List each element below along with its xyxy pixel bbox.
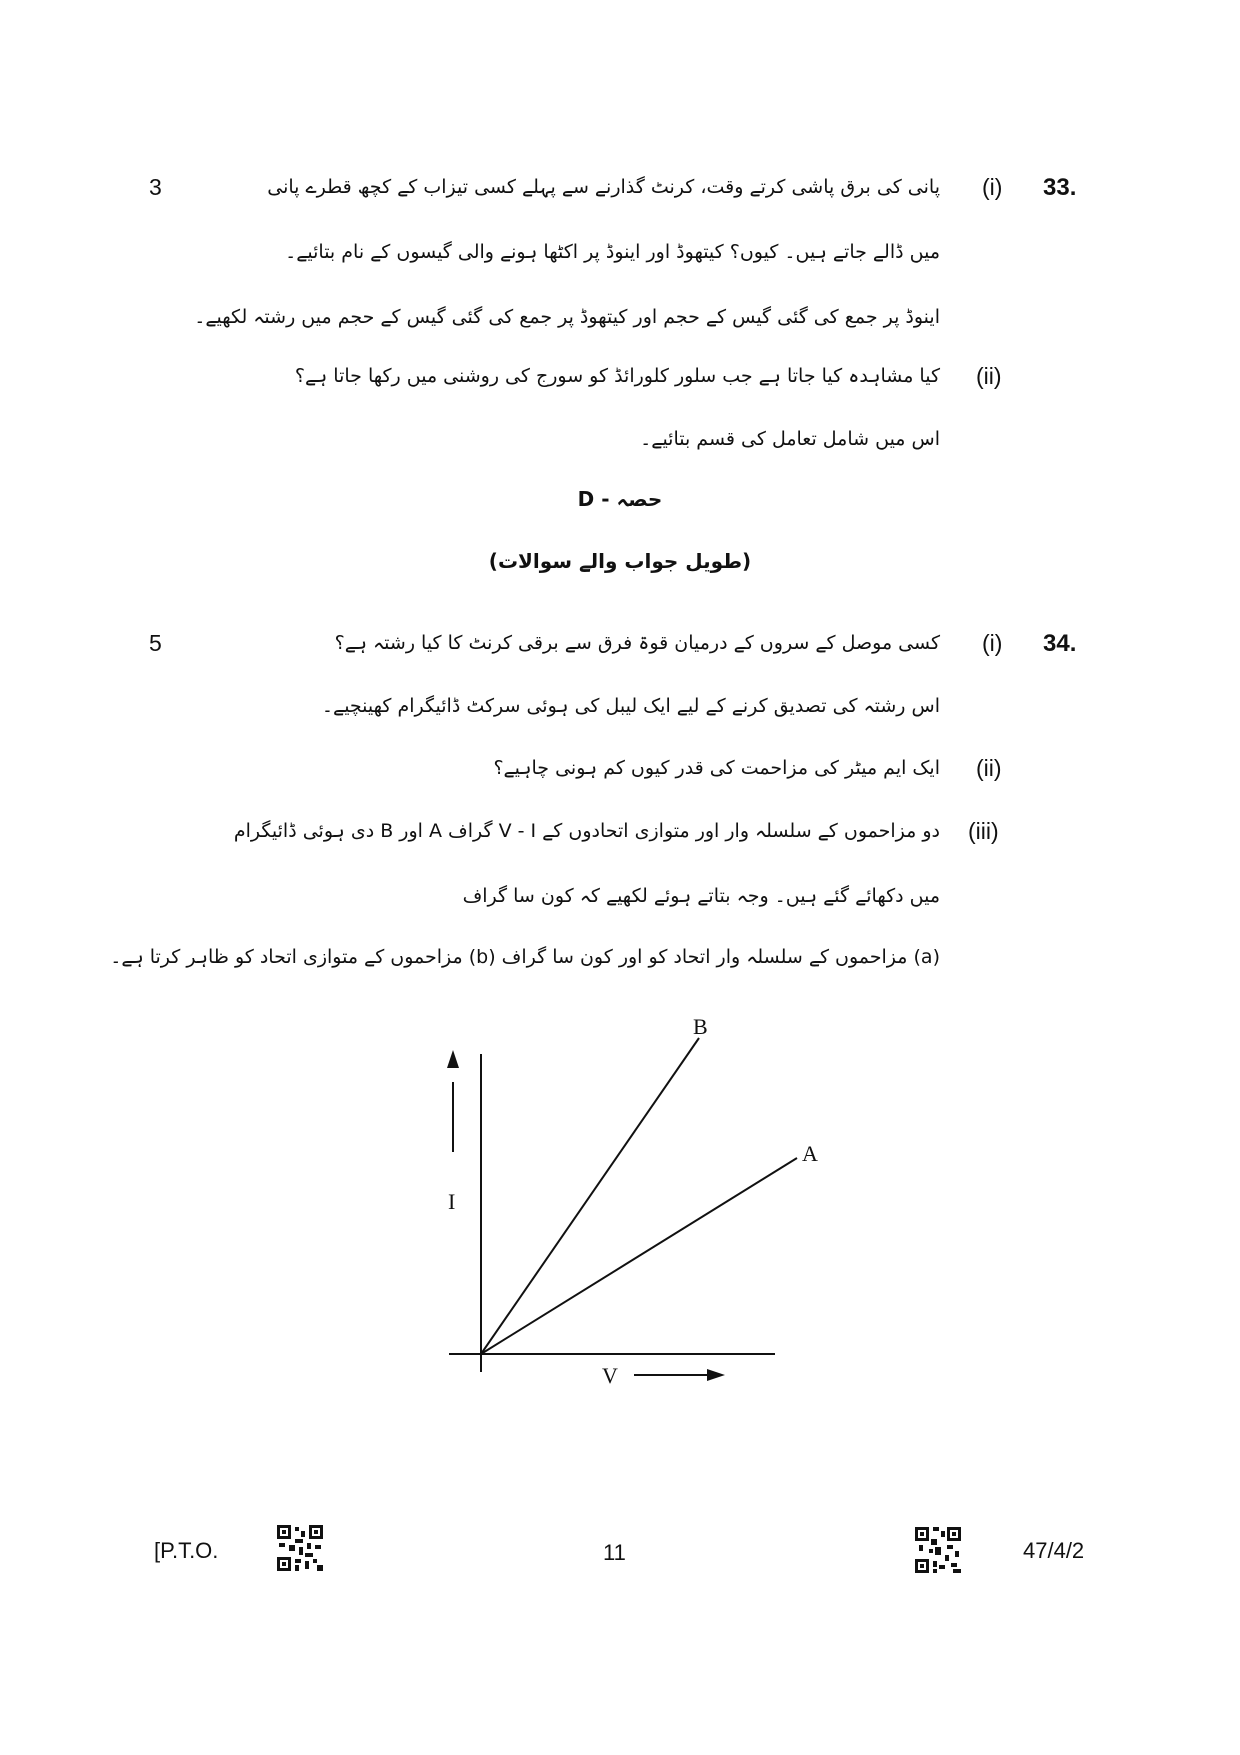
q34-part-iii-label: (iii) <box>968 818 999 844</box>
section-title: حصہ - D <box>577 487 663 511</box>
q33-i-line-3: اینوڈ پر جمع کی گئی گیس کے حجم اور کیتھوڈ پر جمع کی گئی گیس کے حجم میں رشتہ لکھیے۔ <box>194 306 940 328</box>
qr-code-right <box>915 1527 961 1573</box>
q33-part-ii-label: (ii) <box>976 363 1002 389</box>
q34-iii-line-3: (a) مزاحموں کے سلسلہ وار اتحاد کو اور کون سا گراف (b) مزاحموں کے متوازی اتحاد کو ظاہر کرتا ہے۔ <box>110 946 940 968</box>
q34-i-line-2: اس رشتہ کی تصدیق کرنے کے لیے ایک لیبل کی ہوئی سرکٹ ڈائیگرام کھینچیے۔ <box>321 695 940 717</box>
graph-line-b <box>481 1038 699 1354</box>
q34-part-i-label: (i) <box>982 630 1003 656</box>
y-arrow-head <box>447 1050 459 1068</box>
q33-ii-line-1: کیا مشاہدہ کیا جاتا ہے جب سلور کلورائڈ کو سورج کی روشنی میں رکھا جاتا ہے؟ <box>294 365 940 387</box>
x-arrow-head <box>707 1369 725 1381</box>
qr-code-left <box>277 1525 323 1571</box>
q33-i-line-2: میں ڈالے جاتے ہیں۔ کیوں؟ کیتھوڈ اور اینوڈ پر اکٹھا ہونے والی گیسوں کے نام بتائیے۔ <box>285 241 940 263</box>
graph-line-a <box>481 1158 797 1354</box>
question-number-33: 33. <box>1043 174 1077 201</box>
q33-part-i-label: (i) <box>982 174 1003 200</box>
q34-marks: 5 <box>149 630 162 656</box>
q33-i-line-1: پانی کی برق پاشی کرتے وقت، کرنٹ گذارنے سے پہلے کسی تیزاب کے کچھ قطرے پانی <box>267 176 940 198</box>
y-axis-label: I <box>448 1189 456 1214</box>
q33-marks: 3 <box>149 174 162 200</box>
graph-label-b: B <box>693 1014 708 1039</box>
iv-graph <box>420 1000 840 1420</box>
paper-code: 47/4/2 <box>1023 1538 1085 1563</box>
footer-pto: [P.T.O. <box>154 1538 219 1563</box>
q34-part-ii-label: (ii) <box>976 755 1002 781</box>
question-number-34: 34. <box>1043 630 1077 657</box>
q34-ii-line-1: ایک ایم میٹر کی مزاحمت کی قدر کیوں کم ہونی چاہیے؟ <box>493 757 940 779</box>
q34-iii-line-2: میں دکھائے گئے ہیں۔ وجہ بتاتے ہوئے لکھیے کہ کون سا گراف <box>462 885 940 907</box>
q33-ii-line-2: اس میں شامل تعامل کی قسم بتائیے۔ <box>640 428 940 450</box>
q34-iii-line-1: دو مزاحموں کے سلسلہ وار اور متوازی اتحادوں کے V - I گراف A اور B دی ہوئی ڈائیگرام <box>233 820 940 842</box>
page-number: 11 <box>603 1540 626 1565</box>
graph-label-a: A <box>802 1141 818 1166</box>
section-subtitle: (طویل جواب والے سوالات) <box>488 549 752 573</box>
q34-i-line-1: کسی موصل کے سروں کے درمیان قوۃ فرق سے برقی کرنٹ کا کیا رشتہ ہے؟ <box>334 632 940 654</box>
x-axis-label: V <box>602 1363 618 1388</box>
